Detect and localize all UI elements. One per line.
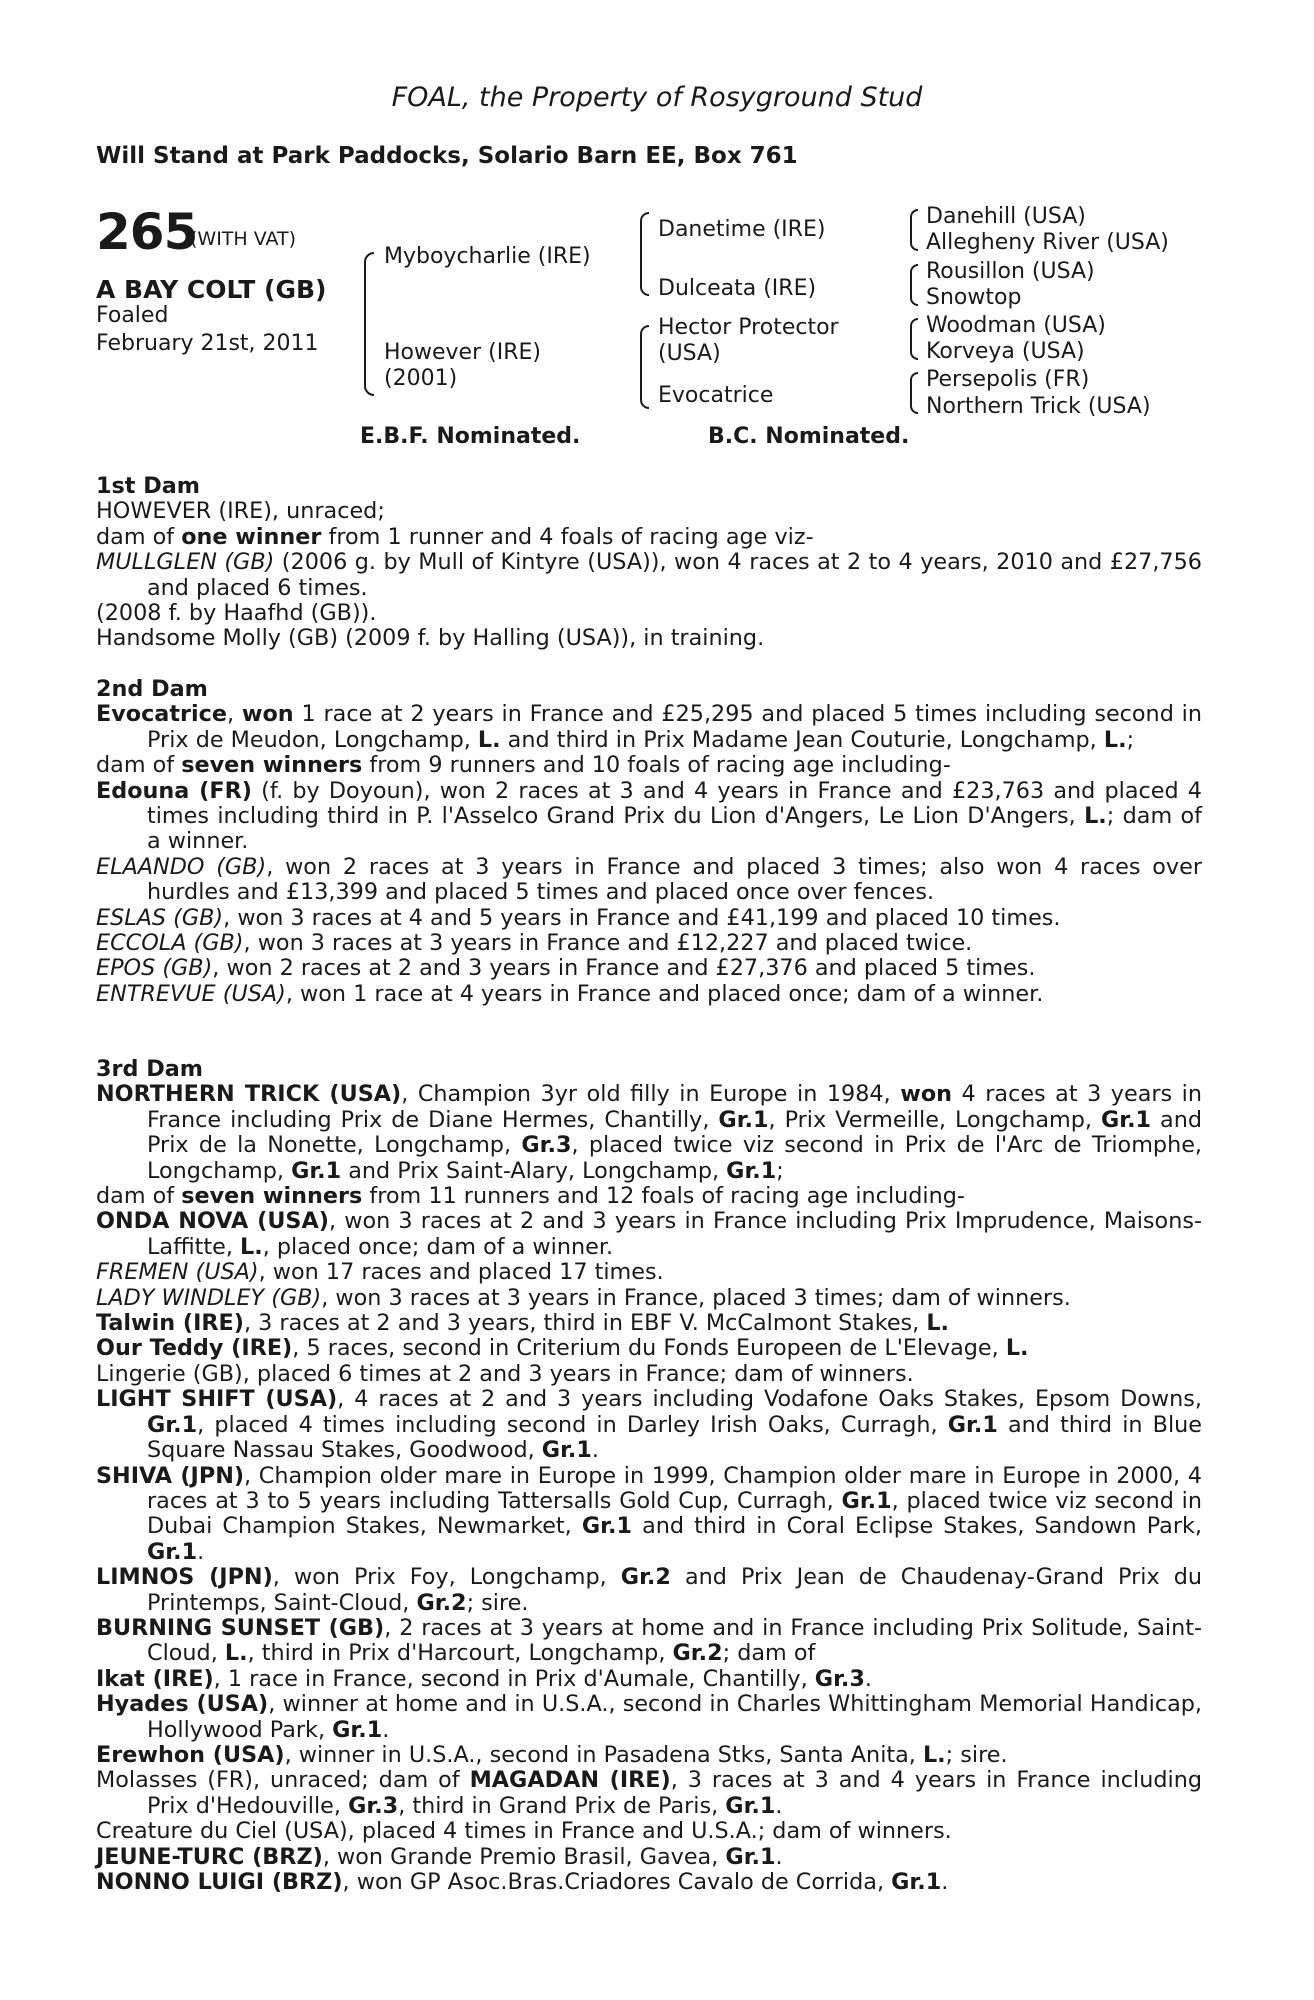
pedigree-brace — [910, 318, 918, 360]
pedigree-brace — [910, 209, 918, 251]
pedigree-gen3: Rousillon (USA) — [926, 259, 1095, 284]
produce-entry: LIMNOS (JPN), won Prix Foy, Longchamp, Gr.2 and Prix Jean de Chaudenay-Grand Prix du Printemps, Saint-Cloud, Gr.2; sire. — [96, 1564, 1203, 1616]
dam-record-line: NORTHERN TRICK (USA), Champion 3yr old filly in Europe in 1984, won 4 races at 3 years in France including Prix de Diane Hermes, Chantilly, Gr.1, Prix Vermeille, Longchamp, Gr.1 and Prix de la Nonette, Longchamp, Gr.3, placed twice viz second in Prix de l'Arc de Triomphe, Longchamp, Gr.1 and Prix Saint-Alary, Longchamp, Gr.1; — [96, 1081, 1203, 1184]
foaled-date: February 21st, 2011 — [96, 331, 319, 356]
produce-entry: Handsome Molly (GB) (2009 f. by Halling (USA)), in training. — [96, 625, 765, 652]
pedigree-dam-sire-line1: Hector Protector — [658, 315, 839, 340]
pedigree-brace — [364, 252, 374, 396]
produce-entry: Our Teddy (IRE), 5 races, second in Criterium du Fonds Europeen de L'Elevage, L. — [96, 1335, 1029, 1362]
produce-entry: BURNING SUNSET (GB), 2 races at 3 years at home and in France including Prix Solitude, Saint-Cloud, L., third in Prix d'Harcourt, Longchamp, Gr.2; dam of — [96, 1614, 1202, 1667]
foaled-label: Foaled — [96, 303, 169, 328]
produce-entry: Talwin (IRE), 3 races at 2 and 3 years, third in EBF V. McCalmont Stakes, L. — [96, 1310, 950, 1337]
pedigree-gen3: Persepolis (FR) — [926, 367, 1090, 392]
produce-entry: MULLGLEN (GB) (2006 g. by Mull of Kintyre (USA)), won 4 races at 2 to 4 years, 2010 and £27,756 and placed 6 times. — [96, 549, 1202, 601]
produce-entry: Lingerie (GB), placed 6 times at 2 and 3 years in France; dam of winners. — [96, 1360, 914, 1387]
pedigree-dam-sire-line2: (USA) — [658, 341, 721, 366]
dam-record-line: HOWEVER (IRE), unraced; — [96, 498, 385, 525]
pedigree-brace — [910, 372, 918, 414]
third-dam-heading: 3rd Dam — [96, 1056, 204, 1082]
produce-entry: Edouna (FR) (f. by Doyoun), won 2 races at 3 and 4 years in France and £23,763 and placed 4 times including third in P. l'Asselco Grand Prix du Lion d'Angers, Le Lion D'Angers, L.; dam of a winner. — [96, 777, 1203, 855]
produce-entry: ECCOLA (GB), won 3 races at 3 years in France and £12,227 and placed twice. — [96, 930, 973, 957]
produce-entry: NONNO LUIGI (BRZ), won GP Asoc.Bras.Criadores Cavalo de Corrida, Gr.1. — [96, 1869, 949, 1895]
pedigree-gen3: Danehill (USA) — [926, 204, 1086, 229]
produce-entry: JEUNE-TURC (BRZ), won Grande Premio Brasil, Gavea, Gr.1. — [96, 1843, 783, 1870]
third-dam-section — [96, 1057, 1202, 1895]
dam-record-line: Evocatrice, won 1 race at 2 years in France and £25,295 and placed 5 times including second in Prix de Meudon, Longchamp, L. and third in Prix Madame Jean Couturie, Longchamp, L.; — [96, 701, 1202, 753]
produce-entry: (2008 f. by Haafhd (GB)). — [96, 600, 377, 627]
produce-entry: ONDA NOVA (USA), won 3 races at 2 and 3 years in France including Prix Imprudence, Maisons-Laffitte, L., placed once; dam of a winner. — [96, 1208, 1202, 1260]
first-dam-heading: 1st Dam — [96, 473, 200, 499]
pedigree-brace — [640, 325, 649, 409]
dam-produce-summary: dam of seven winners from 9 runners and 10 foals of racing age including- — [96, 752, 951, 779]
pedigree-brace — [640, 212, 649, 296]
produce-entry: FREMEN (USA), won 17 races and placed 17 times. — [96, 1259, 664, 1286]
lot-description: A BAY COLT (GB) — [96, 275, 327, 304]
pedigree-gen3: Korveya (USA) — [926, 339, 1085, 364]
first-dam-section — [96, 474, 1202, 652]
pedigree-dam-year: (2001) — [384, 366, 458, 391]
produce-entry: Erewhon (USA), winner in U.S.A., second in Pasadena Stks, Santa Anita, L.; sire. — [96, 1741, 1008, 1768]
produce-entry: EPOS (GB), won 2 races at 2 and 3 years in France and £27,376 and placed 5 times. — [96, 955, 1036, 982]
pedigree-dam-name: However (IRE) — [384, 340, 541, 365]
dam-produce-summary: dam of one winner from 1 runner and 4 foals of racing age viz- — [96, 523, 814, 550]
pedigree-sire-dam: Dulceata (IRE) — [658, 276, 817, 301]
consignor-title: FOAL, the Property of Rosyground Stud — [391, 82, 923, 113]
produce-entry: LIGHT SHIFT (USA), 4 races at 2 and 3 years including Vodafone Oaks Stakes, Epsom Downs, Gr.1, placed 4 times including second in Darley Irish Oaks, Curragh, Gr.1 and third in Blue Square Nassau Stakes, Goodwood, Gr.1. — [96, 1386, 1203, 1464]
dam-produce-summary: dam of seven winners from 11 runners and 12 foals of racing age including- — [96, 1183, 965, 1210]
ebf-nomination: E.B.F. Nominated. — [360, 424, 581, 449]
produce-entry: ENTREVUE (USA), won 1 race at 4 years in France and placed once; dam of a winner. — [96, 980, 1044, 1007]
produce-entry: LADY WINDLEY (GB), won 3 races at 3 years in France, placed 3 times; dam of winners. — [96, 1284, 1071, 1311]
produce-entry: Ikat (IRE), 1 race in France, second in Prix d'Aumale, Chantilly, Gr.3. — [96, 1665, 872, 1692]
pedigree-gen3: Allegheny River (USA) — [926, 230, 1169, 255]
foaled-info — [96, 302, 356, 358]
second-dam-heading: 2nd Dam — [96, 676, 208, 702]
second-dam-section — [96, 677, 1202, 1007]
produce-entry: Hyades (USA), winner at home and in U.S.A., second in Charles Whittingham Memorial Handicap, Hollywood Park, Gr.1. — [96, 1691, 1202, 1743]
pedigree-sire: Myboycharlie (IRE) — [384, 244, 591, 269]
lot-number: 265 — [96, 203, 198, 261]
produce-entry: Creature du Ciel (USA), placed 4 times in France and U.S.A.; dam of winners. — [96, 1818, 952, 1845]
pedigree-gen3: Woodman (USA) — [926, 313, 1106, 338]
vat-note: (WITH VAT) — [190, 228, 297, 250]
bc-nomination: B.C. Nominated. — [708, 424, 910, 449]
pedigree-dam-dam: Evocatrice — [658, 383, 774, 408]
pedigree-sire-sire: Danetime (IRE) — [658, 217, 826, 242]
pedigree-gen3: Northern Trick (USA) — [926, 394, 1151, 419]
pedigree-gen3: Snowtop — [926, 285, 1022, 310]
produce-entry: ESLAS (GB), won 3 races at 4 and 5 years in France and £41,199 and placed 10 times. — [96, 904, 1061, 931]
produce-entry: Molasses (FR), unraced; dam of MAGADAN (IRE), 3 races at 3 and 4 years in France including Prix d'Hedouville, Gr.3, third in Grand Prix de Paris, Gr.1. — [96, 1767, 1202, 1819]
pedigree-brace — [910, 264, 918, 306]
stabling-location: Will Stand at Park Paddocks, Solario Barn EE, Box 761 — [96, 143, 798, 169]
produce-entry: SHIVA (JPN), Champion older mare in Europe in 1999, Champion older mare in Europe in 2000, 4 races at 3 to 5 years including Tattersalls Gold Cup, Curragh, Gr.1, placed twice viz second in Dubai Champion Stakes, Newmarket, Gr.1 and third in Coral Eclipse Stakes, Sandown Park, Gr.1. — [96, 1462, 1202, 1565]
produce-entry: ELAANDO (GB), won 2 races at 3 years in France and placed 3 times; also won 4 races over hurdles and £13,399 and placed 5 times and placed once over fences. — [96, 853, 1202, 906]
